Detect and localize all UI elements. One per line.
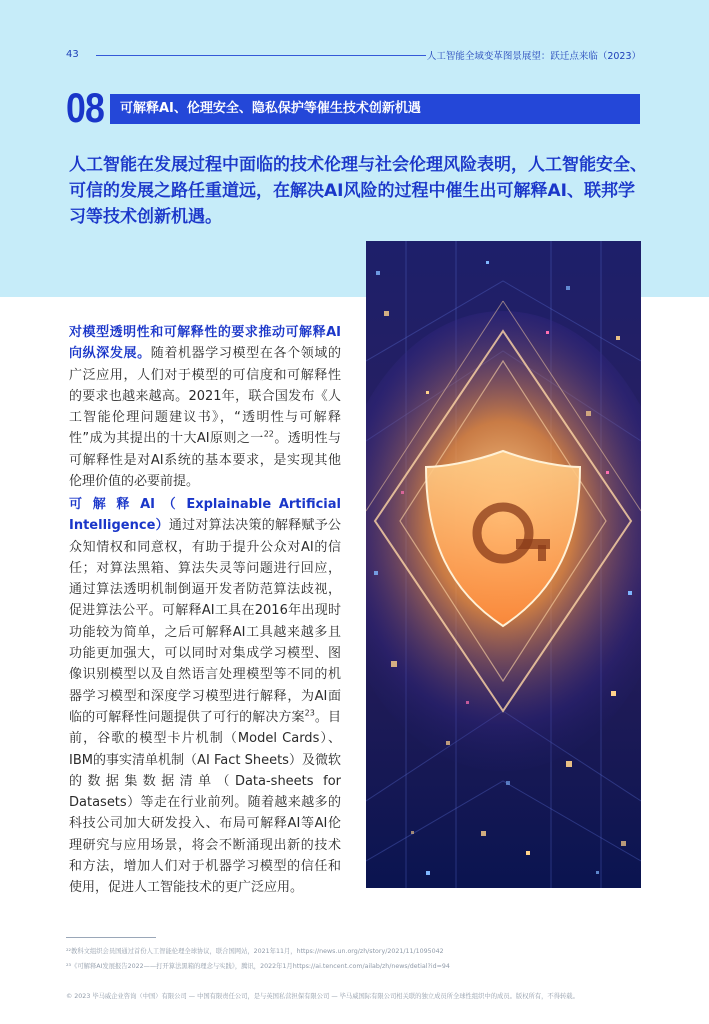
footnote-23: ²³《可解释AI发展报告2022——打开算法黑箱的理念与实践》，腾讯，2022年1月https://ai.tencent.com/ailab/zh/news/detial?id=94 [66, 963, 450, 970]
footnote-22: ²²教科文组织会员国通过首份人工智能伦理全球协议，联合国网站，2021年11月，https://news.un.org/zh/story/2021/11/1095042 [66, 948, 444, 955]
footnote-ref-22[interactable]: 22 [263, 430, 274, 440]
body-paragraph-1 [69, 322, 341, 492]
footnote-ref-23[interactable]: 23 [304, 708, 315, 718]
copyright-footer: © 2023 毕马威企业咨询（中国）有限公司 — 中国有限责任公司，是与英国私营担保有限公司 — 毕马威国际有限公司相关联的独立成员所全球性组织中的成员。版权所有，不得转载。 [66, 993, 579, 1000]
paragraph-1-text-b: 。透明性与可解释性是对AI系统的基本要求，是实现其他伦理价值的必要前提。 [69, 431, 341, 490]
header-rule [96, 55, 426, 56]
body-paragraph-2 [69, 494, 341, 899]
section-title-bar [110, 94, 640, 124]
page-number: 43 [66, 49, 79, 60]
hero-image [366, 241, 641, 888]
paragraph-1-highlight: 对模型透明性和可解释性的要求推动可解释AI向纵深发展。 [69, 325, 341, 362]
paragraph-2-text-b: 。目前，谷歌的模型卡片机制（Model Cards）、IBM的事实清单机制（AI Fact Sheets）及微软的数据集数据清单（Data-sheets for Datasets）等走在行业前列。随着越来越多的科技公司加大研发投入、布局可解释AI等AI伦理研究与应用场景，将会不断涌现出新的技术和方法，增加人们对于机器学习模型的信任和使用，促进人工智能技术的更广泛应用。 [69, 709, 341, 896]
lead-paragraph: 人工智能在发展过程中面临的技术伦理与社会伦理风险表明，人工智能安全、可信的发展之路任重道远，在解决AI风险的过程中催生出可解释AI、联邦学习等技术创新机遇。 [69, 155, 647, 227]
paragraph-1-text-a: 随着机器学习模型在各个领域的广泛应用，人们对于模型的可信度和可解释性的要求也越来越高。2021年，联合国发布《人工智能伦理问题建议书》，“透明性与可解释性”成为其提出的十大AI原则之一 [69, 346, 341, 447]
shield-lock-illustration [366, 241, 641, 888]
section-number: 08 [66, 84, 105, 131]
report-title: 人工智能全域变革图景展望：跃迁点来临（2023） [426, 51, 641, 62]
section-title: 可解释AI、伦理安全、隐私保护等催生技术创新机遇 [120, 101, 421, 116]
footnote-rule [66, 937, 156, 938]
paragraph-2-highlight: 可 解 释 AI （ Explainable Artificial Intelligence） [69, 497, 341, 534]
paragraph-2-text-a: 通过对算法决策的解释赋予公众知情权和同意权，有助于提升公众对AI的信任；对算法黑箱、算法失灵等问题进行回应，通过算法透明机制倒逼开发者防范算法歧视，促进算法公平。可解释AI工具在2016年出现时功能较为简单，之后可解释AI工具越来越多且功能更加强大，可以同时对集成学习模型、图像识别模型以及自然语言处理模型等不同的机器学习模型和深度学习模型进行解释，为AI面临的可解释性问题提供了可行的解决方案 [69, 518, 341, 725]
